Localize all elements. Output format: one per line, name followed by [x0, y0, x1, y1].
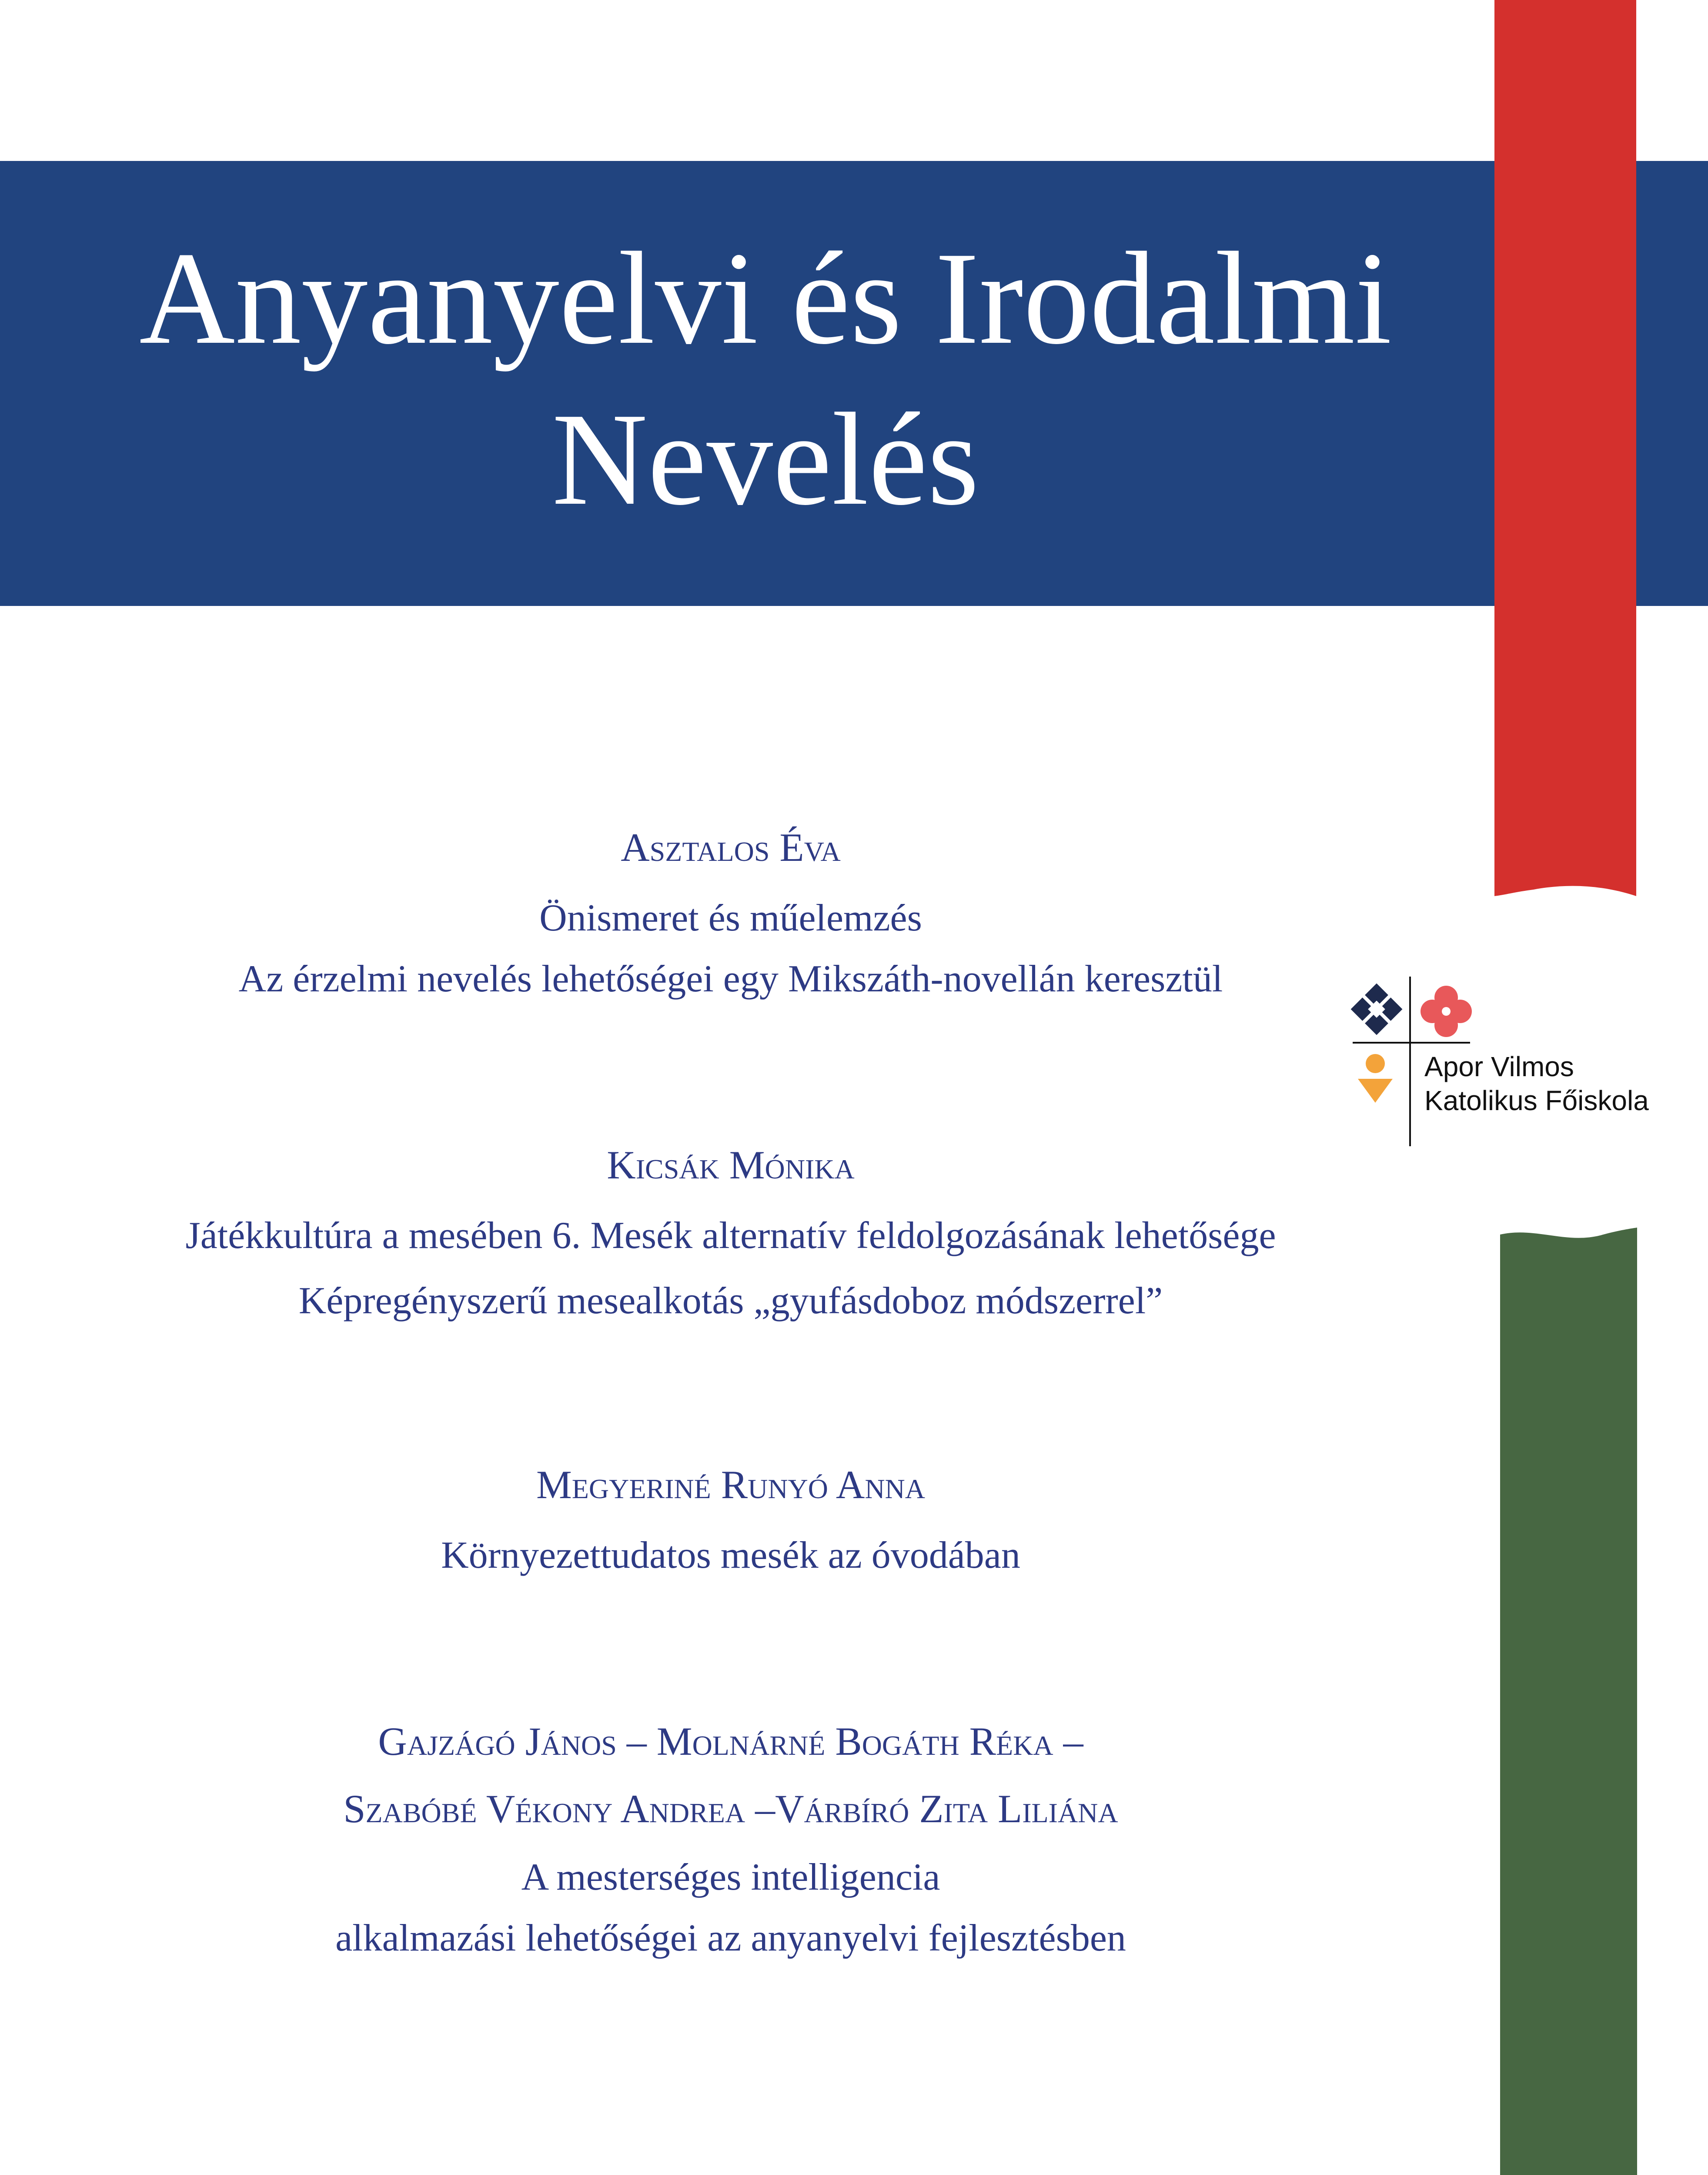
journal-title [0, 218, 1531, 539]
article-2-title-line1: Játékkultúra a mesében 6. Mesék alternatív feldolgozásának lehetősége [185, 1215, 1276, 1257]
publisher-logo [1348, 977, 1705, 1151]
article-4-author-line2: Szabóbé Vékony Andrea –Várbíró Zita Liliána [343, 1787, 1118, 1831]
article-4-title-line2: alkalmazási lehetőségei az anyanyelvi fejlesztésben [335, 1917, 1126, 1959]
article-1-title-line1: Önismeret és műelemzés [539, 897, 922, 939]
article-4-author-line1: Gajzágó János – Molnárné Bogáth Réka – [378, 1719, 1083, 1763]
article-2-author: Kicsák Mónika [607, 1143, 855, 1187]
journal-title-line1: Anyanyelvi és Irodalmi [139, 224, 1392, 371]
article-1-author: Asztalos Éva [621, 825, 841, 870]
journal-title-line2: Nevelés [552, 385, 979, 532]
publisher-name [1424, 1050, 1649, 1118]
publisher-name-line1: Apor Vilmos [1424, 1051, 1574, 1082]
article-3-author: Megyeriné Runyó Anna [536, 1462, 925, 1507]
red-ribbon [1494, 0, 1636, 896]
green-ribbon [1500, 1227, 1637, 2175]
article-4-title-line1: A mesterséges intelligencia [521, 1856, 940, 1898]
publisher-name-line2: Katolikus Főiskola [1424, 1085, 1649, 1116]
article-2-title-line2: Képregényszerű mesealkotás „gyufásdoboz módszerrel” [298, 1280, 1163, 1322]
article-3-title-line1: Környezettudatos mesék az óvodában [441, 1534, 1020, 1576]
article-1-title-line2: Az érzelmi nevelés lehetőségei egy Mikszáth-novellán keresztül [238, 958, 1223, 1000]
